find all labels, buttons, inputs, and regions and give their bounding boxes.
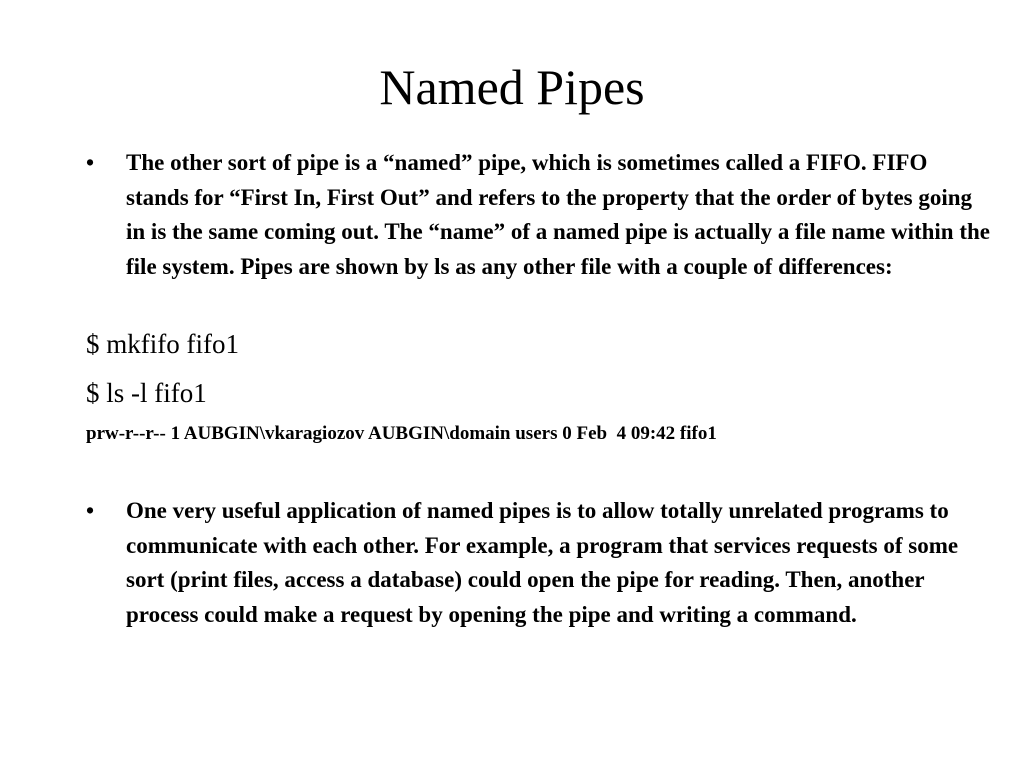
slide-title: Named Pipes: [379, 59, 645, 115]
bullet-item-named-pipe-definition: [86, 146, 992, 284]
bullet-text: One very useful application of named pipes is to allow totally unrelated programs to communicate with each other. For example, a program that services requests of some sort (print files, access a database) could open the pipe for reading. Then, another process could make a request by opening the pipe and writing a command.: [126, 498, 959, 627]
bullet-marker: •: [86, 150, 95, 175]
bullet-text: The other sort of pipe is a “named” pipe, which is sometimes called a FIFO. FIFO stands for “First In, First Out” and refers to the property that the order of bytes going in is the same coming out. The “name” of a named pipe is actually a file name within the file system. Pipes are shown by ls as any other file with a couple of differences:: [126, 150, 991, 279]
bullet-item-named-pipe-application: [86, 494, 992, 632]
ls-output-line: prw-r--r-- 1 AUBGIN\vkaragiozov AUBGIN\domain users 0 Feb 4 09:42 fifo1: [86, 423, 717, 444]
command-mkfifo: $ mkfifo fifo1: [86, 329, 239, 359]
bullet-marker: •: [86, 498, 95, 523]
command-ls: $ ls -l fifo1: [86, 378, 207, 408]
